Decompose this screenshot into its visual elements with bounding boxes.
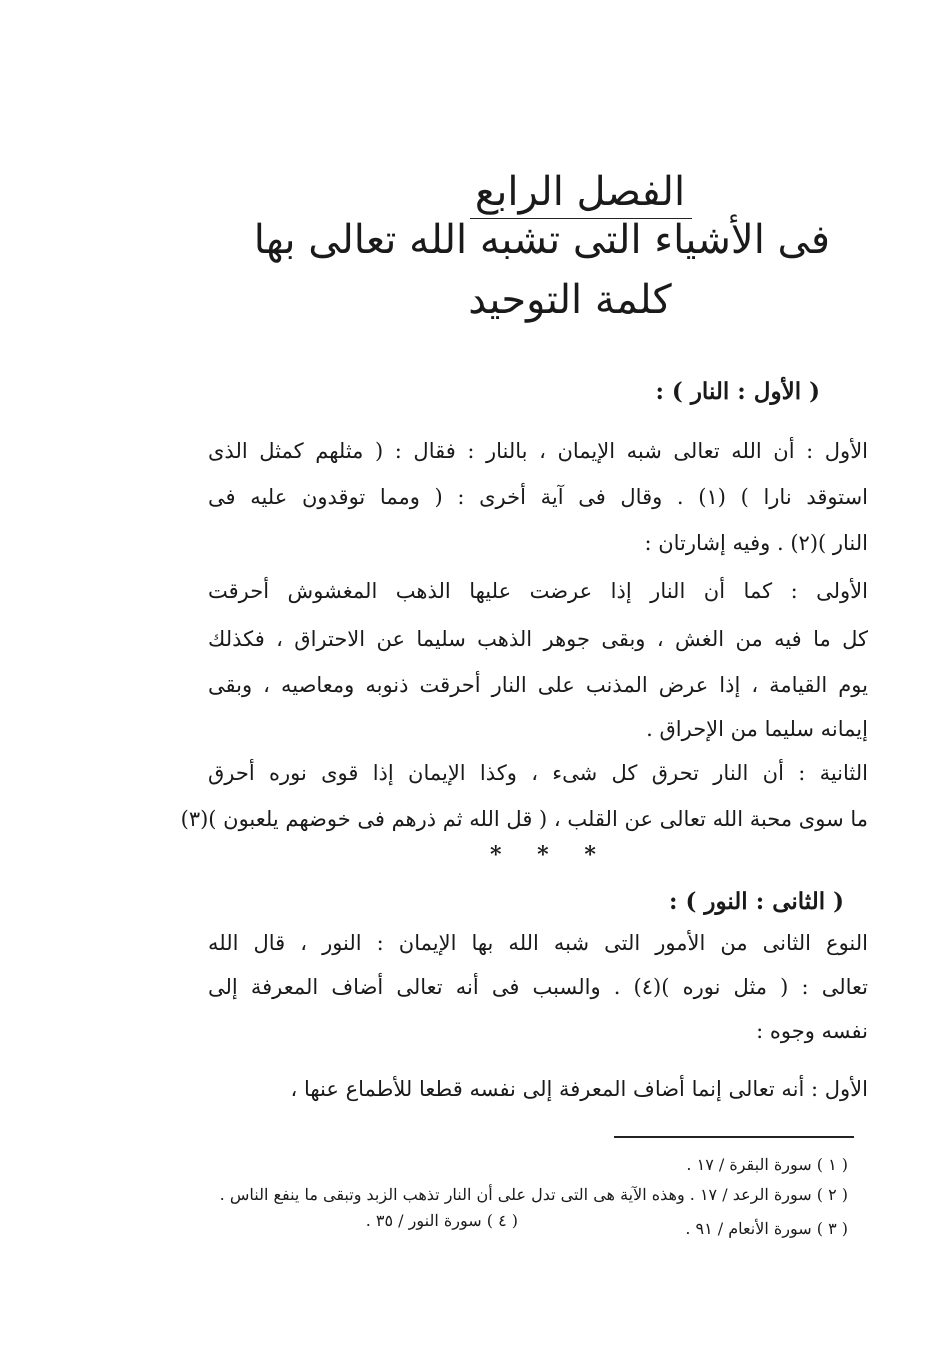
text-line: إيمانه سليما من الإحراق . — [646, 717, 868, 741]
footnote-1: ( ١ ) سورة البقرة / ١٧ . — [686, 1155, 848, 1174]
text-line: الثانية : أن النار تحرق كل شىء ، وكذا الإيمان إذا قوى نوره أحرق — [208, 761, 868, 785]
footnote-2: ( ٢ ) سورة الرعد / ١٧ . وهذه الآية هى التى تدل على أن النار تذهب الزبد وتبقى ما ينفع الناس . — [219, 1185, 848, 1204]
chapter-topic-line-2: كلمة التوحيد — [468, 277, 672, 323]
chapter-heading: الفصل الرابع — [474, 169, 686, 215]
section-separator: * * * — [490, 842, 610, 868]
text-line: النوع الثانى من الأمور التى شبه الله بها الإيمان : النور ، قال الله — [208, 931, 868, 955]
text-line: يوم القيامة ، إذا عرض المذنب على النار أحرقت ذنوبه ومعاصيه ، وبقى — [208, 673, 868, 697]
text-line: كل ما فيه من الغش ، وبقى جوهر الذهب سليما عن الاحتراق ، فكذلك — [208, 627, 868, 651]
text-line: النار )(٢) . وفيه إشارتان : — [644, 531, 868, 555]
section-title-light: ( الثانى : النور ) : — [668, 888, 844, 915]
text-line: الأول : أنه تعالى إنما أضاف المعرفة إلى نفسه قطعا للأطماع عنها ، — [290, 1077, 868, 1101]
text-line: الأولى : كما أن النار إذا عرضت عليها الذهب المغشوش أحرقت — [208, 579, 868, 603]
chapter-topic-line-1: فى الأشياء التى تشبه الله تعالى بها — [253, 217, 830, 263]
section-title-fire: ( الأول : النار ) : — [655, 378, 820, 405]
text-line: استوقد نارا ) (١) . وقال فى آية أخرى : ( ومما توقدون عليه فى — [208, 485, 869, 509]
text-line: تعالى : ( مثل نوره )(٤) . والسبب فى أنه تعالى أضاف المعرفة إلى — [208, 975, 868, 999]
text-line: نفسه وجوه : — [756, 1019, 868, 1043]
text-line: الأول : أن الله تعالى شبه الإيمان ، بالنار : فقال : ( مثلهم كمثل الذى — [208, 439, 868, 463]
footnote-separator — [614, 1136, 854, 1138]
text-line: ما سوى محبة الله تعالى عن القلب ، ( قل الله ثم ذرهم فى خوضهم يلعبون )(٣) — [180, 807, 868, 831]
footnote-3: ( ٣ ) سورة الأنعام / ٩١ . — [685, 1219, 848, 1238]
footnote-4: ( ٤ ) سورة النور / ٣٥ . — [365, 1211, 518, 1230]
